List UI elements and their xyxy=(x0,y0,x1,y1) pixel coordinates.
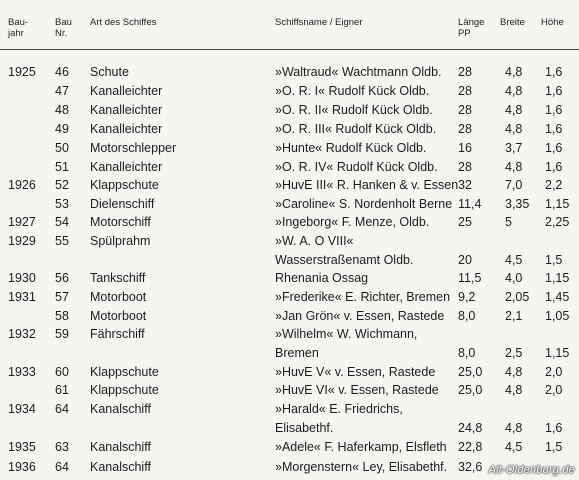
table-row xyxy=(0,82,579,101)
cell-schiffsname: Bremen xyxy=(275,346,319,360)
cell-art: Fährschiff xyxy=(90,327,145,341)
cell-art: Schute xyxy=(90,65,129,79)
cell-schiffsname: Wasserstraßenamt Oldb. xyxy=(275,253,414,267)
cell-breite: 4,8 xyxy=(505,383,523,397)
cell-breite: 4,8 xyxy=(505,365,523,379)
table-row xyxy=(0,176,579,195)
cell-laenge: 25,0 xyxy=(458,383,483,397)
cell-baunr: 55 xyxy=(55,234,69,248)
cell-hoehe: 2,2 xyxy=(545,178,563,192)
cell-hoehe: 1,6 xyxy=(545,160,563,174)
cell-schiffsname: »Waltraud« Wachtmann Oldb. xyxy=(275,65,442,79)
table-row xyxy=(0,288,579,307)
cell-laenge: 22,8 xyxy=(458,440,483,454)
cell-hoehe: 1,6 xyxy=(545,421,563,435)
cell-hoehe: 1,15 xyxy=(545,346,570,360)
cell-baunr: 59 xyxy=(55,327,69,341)
table-row xyxy=(0,269,579,288)
cell-schiffsname: »Harald« E. Friedrichs, xyxy=(275,402,403,416)
cell-baunr: 53 xyxy=(55,197,69,211)
cell-baunr: 61 xyxy=(55,383,69,397)
table-row xyxy=(0,400,579,419)
cell-schiffsname: »O. R. III« Rudolf Kück Oldb. xyxy=(275,122,437,136)
cell-baunr: 60 xyxy=(55,365,69,379)
cell-hoehe: 1,6 xyxy=(545,122,563,136)
cell-baujahr: 1931 xyxy=(8,290,36,304)
cell-schiffsname: »Morgenstern« Ley, Elisabethf. xyxy=(275,460,448,474)
cell-laenge: 28 xyxy=(458,103,472,117)
cell-schiffsname: »HuvE V« v. Essen, Rastede xyxy=(275,365,436,379)
cell-schiffsname: Rhenania Ossag xyxy=(275,271,369,285)
table-row xyxy=(0,381,579,400)
cell-breite: 4,8 xyxy=(505,160,523,174)
header-baunr: Bau Nr. xyxy=(55,17,72,39)
table-row xyxy=(0,325,579,344)
cell-hoehe: 1,45 xyxy=(545,290,570,304)
cell-breite: 2,5 xyxy=(505,346,523,360)
header-hoehe: Höhe xyxy=(541,17,564,28)
table-row xyxy=(0,101,579,120)
cell-laenge: 32 xyxy=(458,178,472,192)
cell-baunr: 56 xyxy=(55,271,69,285)
cell-breite: 4,5 xyxy=(505,253,523,267)
cell-schiffsname: »Ingeborg« F. Menze, Oldb. xyxy=(275,215,430,229)
header-breite: Breite xyxy=(500,17,525,28)
cell-baunr: 48 xyxy=(55,103,69,117)
cell-laenge: 28 xyxy=(458,160,472,174)
cell-laenge: 9,2 xyxy=(458,290,476,304)
cell-breite: 4,8 xyxy=(505,122,523,136)
cell-hoehe: 2,0 xyxy=(545,383,563,397)
cell-hoehe: 1,15 xyxy=(545,197,570,211)
cell-baunr: 51 xyxy=(55,160,69,174)
cell-hoehe: 1,5 xyxy=(545,253,563,267)
table-row xyxy=(0,363,579,382)
header-laenge: Länge PP xyxy=(458,17,485,39)
cell-breite: 3,7 xyxy=(505,141,523,155)
watermark: Alt-Oldenburg.de xyxy=(488,464,575,476)
cell-laenge: 28 xyxy=(458,65,472,79)
cell-laenge: 32,6 xyxy=(458,460,483,474)
cell-art: Klappschute xyxy=(90,383,159,397)
cell-schiffsname: Elisabethf. xyxy=(275,421,334,435)
cell-hoehe: 1,6 xyxy=(545,141,563,155)
cell-baujahr: 1930 xyxy=(8,271,36,285)
cell-art: Kanalschiff xyxy=(90,440,151,454)
cell-baunr: 58 xyxy=(55,309,69,323)
table-row xyxy=(0,251,579,270)
cell-breite: 4,8 xyxy=(505,421,523,435)
cell-breite: 4,0 xyxy=(505,271,523,285)
cell-schiffsname: »Hunte« Rudolf Kück Oldb. xyxy=(275,141,427,155)
cell-baunr: 47 xyxy=(55,84,69,98)
cell-laenge: 20 xyxy=(458,253,472,267)
cell-art: Kanalleichter xyxy=(90,103,163,117)
table-row xyxy=(0,195,579,214)
cell-schiffsname: »Wilhelm« W. Wichmann, xyxy=(275,327,418,341)
table-row xyxy=(0,419,579,438)
cell-laenge: 25,0 xyxy=(458,365,483,379)
cell-baunr: 63 xyxy=(55,440,69,454)
cell-art: Motorboot xyxy=(90,309,147,323)
cell-breite: 7,0 xyxy=(505,178,523,192)
cell-breite: 4,5 xyxy=(505,440,523,454)
cell-hoehe: 1,6 xyxy=(545,103,563,117)
cell-laenge: 28 xyxy=(458,84,472,98)
table-row xyxy=(0,139,579,158)
cell-hoehe: 2,0 xyxy=(545,365,563,379)
cell-baunr: 54 xyxy=(55,215,69,229)
cell-schiffsname: »Jan Grön« v. Essen, Rastede xyxy=(275,309,445,323)
cell-breite: 4,8 xyxy=(505,103,523,117)
cell-laenge: 8,0 xyxy=(458,309,476,323)
cell-laenge: 16 xyxy=(458,141,472,155)
cell-baunr: 52 xyxy=(55,178,69,192)
cell-baunr: 57 xyxy=(55,290,69,304)
cell-baunr: 64 xyxy=(55,460,69,474)
cell-baunr: 50 xyxy=(55,141,69,155)
cell-baujahr: 1936 xyxy=(8,460,36,474)
cell-art: Klappschute xyxy=(90,365,159,379)
table-row xyxy=(0,307,579,326)
cell-breite: 2,05 xyxy=(505,290,530,304)
cell-art: Tankschiff xyxy=(90,271,146,285)
cell-breite: 2,1 xyxy=(505,309,523,323)
cell-baujahr: 1935 xyxy=(8,440,36,454)
cell-hoehe: 1,05 xyxy=(545,309,570,323)
cell-baujahr: 1925 xyxy=(8,65,36,79)
cell-laenge: 8,0 xyxy=(458,346,476,360)
cell-breite: 5 xyxy=(505,215,512,229)
cell-schiffsname: »O. R. II« Rudolf Kück Oldb. xyxy=(275,103,433,117)
cell-breite: 3,35 xyxy=(505,197,530,211)
table-row xyxy=(0,438,579,457)
cell-baujahr: 1933 xyxy=(8,365,36,379)
cell-baunr: 46 xyxy=(55,65,69,79)
table-row xyxy=(0,232,579,251)
table-row xyxy=(0,213,579,232)
cell-laenge: 11,4 xyxy=(458,197,482,211)
cell-baujahr: 1926 xyxy=(8,178,36,192)
cell-baujahr: 1927 xyxy=(8,215,36,229)
cell-art: Motorschlepper xyxy=(90,141,177,155)
cell-art: Kanalschiff xyxy=(90,460,151,474)
cell-art: Motorboot xyxy=(90,290,147,304)
cell-hoehe: 2,25 xyxy=(545,215,570,229)
cell-baujahr: 1934 xyxy=(8,402,36,416)
cell-hoehe: 1,6 xyxy=(545,84,563,98)
table-row xyxy=(0,120,579,139)
cell-laenge: 11,5 xyxy=(458,271,482,285)
cell-schiffsname: »W. A. O VIII« xyxy=(275,234,354,248)
cell-art: Motorschiff xyxy=(90,215,151,229)
cell-baujahr: 1929 xyxy=(8,234,36,248)
cell-baunr: 49 xyxy=(55,122,69,136)
cell-hoehe: 1,5 xyxy=(545,440,563,454)
cell-laenge: 28 xyxy=(458,122,472,136)
table-row xyxy=(0,344,579,363)
cell-hoehe: 1,6 xyxy=(545,65,563,79)
cell-art: Kanalleichter xyxy=(90,122,163,136)
table-row xyxy=(0,158,579,177)
cell-baujahr: 1932 xyxy=(8,327,36,341)
cell-laenge: 24,8 xyxy=(458,421,483,435)
cell-breite: 4,8 xyxy=(505,65,523,79)
cell-baunr: 64 xyxy=(55,402,69,416)
cell-art: Kanalleichter xyxy=(90,160,163,174)
cell-schiffsname: »HuvE III« R. Hanken & v. Essen xyxy=(275,178,459,192)
cell-art: Dielenschiff xyxy=(90,197,155,211)
cell-breite: 4,8 xyxy=(505,84,523,98)
cell-art: Spülprahm xyxy=(90,234,151,248)
cell-schiffsname: »O. R. IV« Rudolf Kück Oldb. xyxy=(275,160,438,174)
cell-art: Klappschute xyxy=(90,178,159,192)
cell-schiffsname: »Adele« F. Haferkamp, Elsfleth xyxy=(275,440,447,454)
cell-laenge: 25 xyxy=(458,215,472,229)
cell-schiffsname: »Caroline« S. Nordenholt Berne xyxy=(275,197,453,211)
header-schiffsname: Schiffsname / Eigner xyxy=(275,17,363,28)
cell-hoehe: 1,15 xyxy=(545,271,570,285)
cell-schiffsname: »Frederike« E. Richter, Bremen xyxy=(275,290,451,304)
header-baujahr: Bau- jahr xyxy=(8,17,29,39)
table-row xyxy=(0,63,579,82)
cell-schiffsname: »O. R. I« Rudolf Kück Oldb. xyxy=(275,84,430,98)
cell-art: Kanalleichter xyxy=(90,84,163,98)
header-art: Art des Schiffes xyxy=(90,17,157,28)
cell-art: Kanalschiff xyxy=(90,402,151,416)
cell-schiffsname: »HuvE VI« v. Essen, Rastede xyxy=(275,383,439,397)
